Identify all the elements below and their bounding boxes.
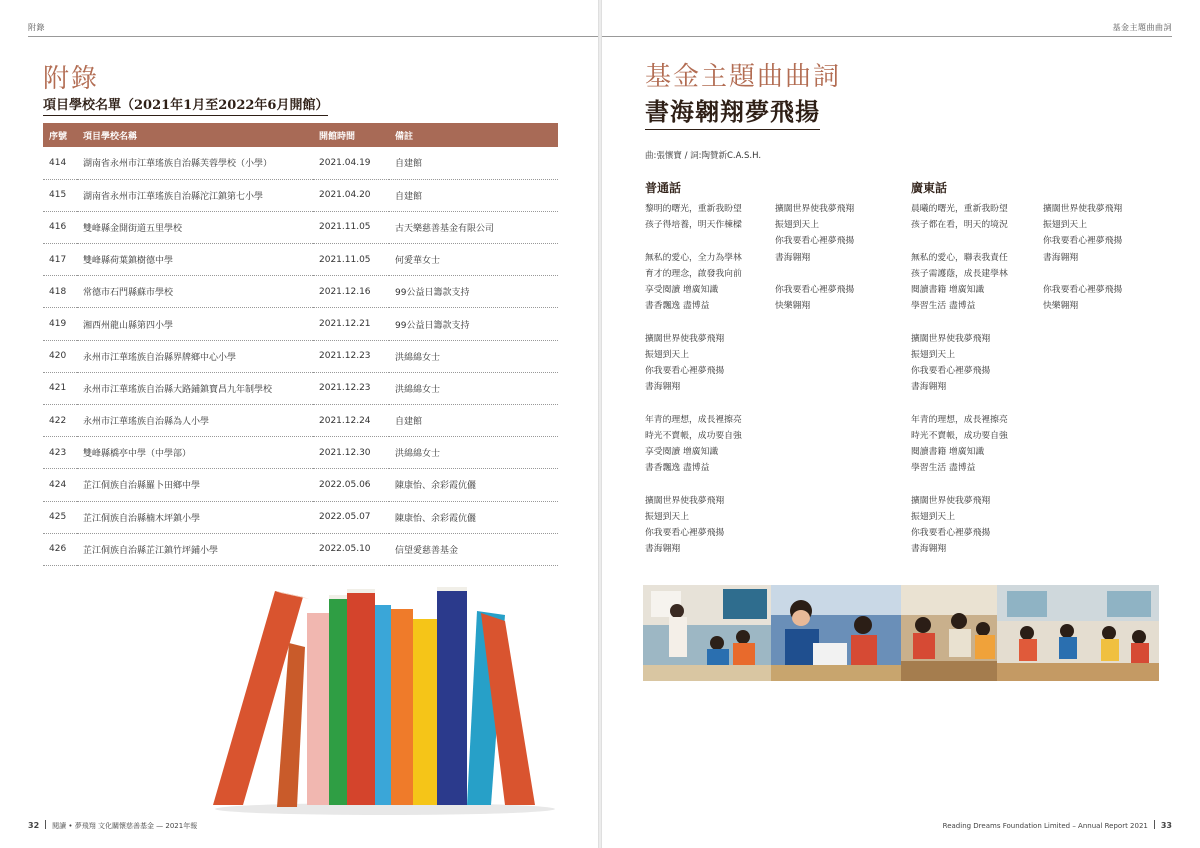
lyric-line: 你我要看心裡夢飛揚	[775, 285, 855, 295]
table-row	[43, 244, 558, 276]
lyric-stanza	[645, 493, 775, 558]
footer-separator	[1154, 820, 1155, 829]
cell-no: 423	[43, 437, 77, 469]
running-head-left: 附錄	[28, 23, 45, 32]
school-table	[43, 123, 558, 566]
cell-date: 2021.12.21	[313, 308, 389, 340]
classroom-photo-3	[901, 585, 997, 681]
lyric-line: 書海翱翔	[1043, 252, 1079, 263]
lyric-line: 你我要看心裡夢飛揚	[645, 528, 725, 538]
cell-no: 419	[43, 308, 77, 340]
lyric-line: 振翅到天上	[645, 511, 689, 522]
footer-text-right: Reading Dreams Foundation Limited – Annual Report 2021	[942, 822, 1148, 830]
header-no: 序號	[49, 131, 68, 142]
lyric-stanza	[775, 201, 905, 266]
table-row	[43, 405, 558, 437]
lyric-line: 書海翱翔	[645, 382, 681, 393]
lyric-line: 無私的愛心，全力為學林	[645, 252, 742, 263]
lyric-stanza	[1043, 282, 1173, 314]
lyric-line: 享受閱讀 增廣知識	[645, 447, 719, 457]
mandarin-heading: 普通話	[645, 181, 682, 195]
page-number-right: 33	[1160, 821, 1172, 830]
lyric-stanza	[645, 331, 775, 396]
mandarin-lyrics-col1	[645, 201, 775, 574]
lyric-line: 擴闊世界使我夢飛翔	[1043, 204, 1123, 214]
lyric-line: 孩子需護蔭，成長建學林	[911, 268, 1008, 279]
cell-no: 417	[43, 244, 77, 276]
cell-no: 425	[43, 501, 77, 533]
lyric-line: 享受閱讀 增廣知識	[645, 285, 719, 295]
lyric-line: 振翅到天上	[911, 349, 955, 360]
cell-school: 常德市石門縣蘇市學校	[77, 276, 313, 308]
cell-no: 421	[43, 372, 77, 404]
cell-school: 永州市江華瑤族自治縣為人小學	[77, 405, 313, 437]
lyric-line: 擴闊世界使我夢飛翔	[645, 333, 725, 344]
left-page	[0, 0, 598, 848]
lyric-line: 時光不賣帳，成功要自強	[645, 430, 742, 441]
table-row	[43, 372, 558, 404]
cell-school: 永州市江華瑤族自治縣大路鋪鎮寶昌九年制學校	[77, 372, 313, 404]
lyric-line: 你我要看心裡夢飛揚	[911, 528, 991, 538]
table-row	[43, 179, 558, 211]
cell-date: 2022.05.10	[313, 533, 389, 565]
lyric-line: 育才的理念，啟發我向前	[645, 268, 742, 279]
cell-school: 湘西州龍山縣第四小學	[77, 308, 313, 340]
table-row	[43, 501, 558, 533]
cell-date: 2021.04.20	[313, 179, 389, 211]
lyric-line: 擴闊世界使我夢飛翔	[911, 495, 991, 506]
cell-date: 2021.12.23	[313, 372, 389, 404]
table-row	[43, 211, 558, 243]
cell-no: 424	[43, 469, 77, 501]
cell-no: 418	[43, 276, 77, 308]
lyric-stanza	[645, 201, 775, 233]
cell-note: 洪綿綿女士	[389, 340, 558, 372]
lyric-line: 學習生活 盡博益	[911, 463, 976, 474]
lyric-line: 快樂翱翔	[1043, 301, 1079, 312]
cell-no: 426	[43, 533, 77, 565]
cell-note: 洪綿綿女士	[389, 437, 558, 469]
cell-school: 芷江侗族自治縣芷江鎮竹坪鋪小學	[77, 533, 313, 565]
lyric-stanza	[911, 493, 1041, 558]
lyric-line: 你我要看心裡夢飛揚	[911, 366, 991, 376]
lyric-line: 書海翱翔	[911, 382, 947, 393]
cell-note: 自建館	[389, 147, 558, 179]
lyric-stanza	[911, 250, 1041, 315]
cantonese-lyrics-col2	[1043, 201, 1173, 331]
lyric-stanza	[645, 250, 775, 315]
classroom-photo-1	[643, 585, 771, 681]
lyrics-section-title: 基金主題曲曲詞	[645, 62, 842, 92]
lyric-line: 你我要看心裡夢飛揚	[1043, 285, 1123, 295]
lyric-line: 擴闊世界使我夢飛翔	[775, 204, 855, 214]
cell-school: 永州市江華瑤族自治縣界牌鄉中心小學	[77, 340, 313, 372]
cell-date: 2021.12.16	[313, 276, 389, 308]
lyric-line: 書海翱翔	[911, 544, 947, 555]
cantonese-heading: 廣東話	[911, 181, 948, 195]
lyric-line: 你我要看心裡夢飛揚	[645, 366, 725, 376]
header-school: 項目學校名稱	[83, 131, 138, 142]
books-illustration	[205, 585, 565, 815]
footer-right	[943, 820, 1172, 830]
lyric-line: 孩子都在看，明天的境況	[911, 220, 1008, 231]
section-title: 附錄	[43, 64, 100, 94]
lyric-stanza	[911, 201, 1041, 233]
lyric-line: 擴闊世界使我夢飛翔	[645, 495, 725, 506]
cell-note: 陳康怡、余彩霞伉儷	[389, 469, 558, 501]
lyric-line: 擴闊世界使我夢飛翔	[911, 333, 991, 344]
right-page	[602, 0, 1200, 848]
cell-date: 2022.05.07	[313, 501, 389, 533]
lyric-line: 你我要看心裡夢飛揚	[1043, 236, 1123, 247]
cell-no: 422	[43, 405, 77, 437]
cell-note: 99公益日籌款支持	[389, 308, 558, 340]
cell-school: 芷江侗族自治縣楠木坪鎮小學	[77, 501, 313, 533]
cell-date: 2021.12.23	[313, 340, 389, 372]
table-row	[43, 533, 558, 565]
cantonese-lyrics-col1	[911, 201, 1041, 574]
song-credits: 曲:張懷寶 / 詞:陶贊新C.A.S.H.	[645, 151, 762, 161]
cell-note: 洪綿綿女士	[389, 372, 558, 404]
lyric-line: 振翅到天上	[775, 220, 819, 231]
cell-date: 2021.12.30	[313, 437, 389, 469]
cell-note: 何愛華女士	[389, 244, 558, 276]
lyric-line: 孩子得培養，明天作棟樑	[645, 220, 742, 231]
footer-text-left: 閱讀 • 夢飛翔 文化關懷慈善基金 — 2021年報	[52, 822, 198, 830]
header-date: 開館時間	[319, 131, 356, 142]
lyric-line: 閱讀書籍 增廣知識	[911, 285, 985, 295]
cell-school: 雙峰縣荷葉鎮樹德中學	[77, 244, 313, 276]
lyric-line: 你我要看心裡夢飛揚	[775, 236, 855, 247]
cell-note: 99公益日籌款支持	[389, 276, 558, 308]
lyric-line: 晨曦的曙光，重新我盼望	[911, 204, 1008, 214]
lyric-line: 快樂翱翔	[775, 301, 811, 312]
lyric-line: 年青的理想，成長裡擦亮	[911, 414, 1008, 425]
lyric-line: 黎明的曙光，重新我盼望	[645, 204, 742, 214]
lyric-line: 書海翱翔	[775, 252, 811, 263]
song-title: 書海翱翔夢飛揚	[645, 92, 820, 130]
cell-note: 古天樂慈善基金有限公司	[389, 211, 558, 243]
page-number-left: 32	[28, 821, 40, 830]
cell-note: 自建館	[389, 179, 558, 211]
cell-no: 415	[43, 179, 77, 211]
lyric-line: 時光不賣帳，成功要自強	[911, 430, 1008, 441]
lyric-stanza	[775, 282, 905, 314]
table-row	[43, 147, 558, 179]
cell-school: 雙峰縣橋亭中學（中學部）	[77, 437, 313, 469]
table-row	[43, 437, 558, 469]
cell-note: 陳康怡、余彩霞伉儷	[389, 501, 558, 533]
cell-date: 2021.12.24	[313, 405, 389, 437]
table-row	[43, 340, 558, 372]
lyric-stanza	[1043, 201, 1173, 266]
table-row	[43, 469, 558, 501]
lyric-line: 書香飄逸 盡博益	[645, 463, 710, 474]
table-header-row	[43, 123, 558, 147]
cell-no: 416	[43, 211, 77, 243]
table-subtitle: 項目學校名單（2021年1月至2022年6月開館）	[43, 94, 328, 116]
cell-date: 2021.11.05	[313, 244, 389, 276]
cell-school: 湖南省永州市江華瑤族自治縣沱江鎮第七小學	[77, 179, 313, 211]
cell-note: 自建館	[389, 405, 558, 437]
cell-note: 信望愛慈善基金	[389, 533, 558, 565]
lyric-line: 振翅到天上	[645, 349, 689, 360]
classroom-photo-2	[771, 585, 901, 681]
header-rule	[602, 36, 1172, 37]
lyric-stanza	[645, 412, 775, 477]
lyric-line: 書香飄逸 盡博益	[645, 301, 710, 312]
lyric-line: 年青的理想，成長裡擦亮	[645, 414, 742, 425]
cell-school: 湖南省永州市江華瑤族自治縣芙蓉學校（小學）	[77, 147, 313, 179]
cell-no: 420	[43, 340, 77, 372]
cell-no: 414	[43, 147, 77, 179]
lyric-stanza	[911, 412, 1041, 477]
lyric-line: 振翅到天上	[911, 511, 955, 522]
lyric-line: 振翅到天上	[1043, 220, 1087, 231]
cell-date: 2021.11.05	[313, 211, 389, 243]
table-row	[43, 276, 558, 308]
running-head-right: 基金主題曲曲詞	[1112, 23, 1172, 32]
cell-date: 2021.04.19	[313, 147, 389, 179]
lyric-line: 學習生活 盡博益	[911, 301, 976, 312]
lyric-line: 書海翱翔	[645, 544, 681, 555]
header-rule	[28, 36, 598, 37]
cell-school: 芷江侗族自治縣羅卜田鄉中學	[77, 469, 313, 501]
lyric-line: 閱讀書籍 增廣知識	[911, 447, 985, 457]
classroom-photo-4	[997, 585, 1159, 681]
mandarin-lyrics-col2	[775, 201, 905, 331]
header-note: 備註	[395, 131, 414, 142]
lyric-line: 無私的愛心，聯表我責任	[911, 252, 1008, 263]
lyric-stanza	[911, 331, 1041, 396]
footer-separator	[45, 820, 46, 829]
cell-school: 雙峰縣金開街道五里學校	[77, 211, 313, 243]
table-row	[43, 308, 558, 340]
cell-date: 2022.05.06	[313, 469, 389, 501]
footer-left	[28, 820, 197, 831]
